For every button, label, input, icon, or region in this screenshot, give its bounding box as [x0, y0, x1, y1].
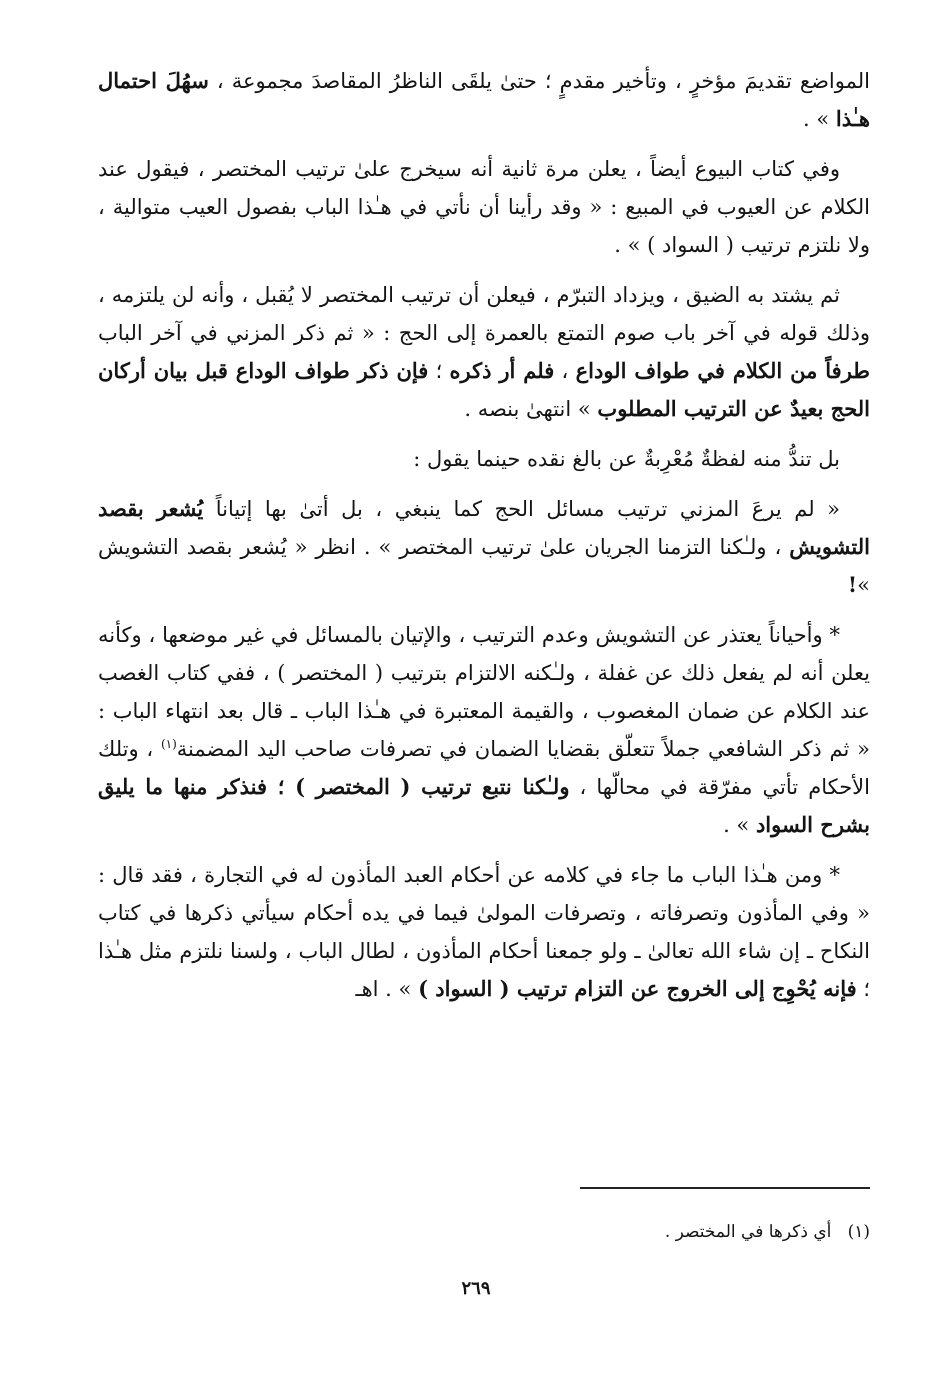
footnote-text: أي ذكرها في المختصر . — [664, 1222, 832, 1242]
p7-bold: فإنه يُحْوِج إلى الخروج عن التزام ترتيب ( السواد ) — [418, 976, 857, 1001]
p2-text: وفي كتاب البيوع أيضاً ، يعلن مرة ثانية أنه سيخرج علىٰ ترتيب المختصر ، فيقول عند الكلام عن العيوب في المبيع : « وقد رأينا أن نأتي في هـٰذا الباب بفصول العيب متوالية ، ولا نلتزم ترتيب ( السواد ) » . — [98, 157, 870, 257]
paragraph-1 — [98, 62, 870, 138]
p5-text: « لم يرعَ المزني ترتيب مسائل الحج كما ينبغي ، بل أتىٰ بها إتياناً — [203, 497, 840, 521]
p1-end: » . — [803, 107, 836, 131]
page-number: ٢٦٩ — [461, 1278, 491, 1299]
p7-text: * ومن هـٰذا الباب ما جاء في كلامه عن أحكام العبد المأذون له في التجارة ، فقد قال : « وفي المأذون وتصرفاته ، وتصرفات المولىٰ فيما في يده أحكام سيأتي ذكرها في كتاب النكاح ـ إن شاء الله تعالىٰ ـ ولو جمعنا أحكام المأذون ، لطال الباب ، ولسنا نلتزم مثل هـٰذا ؛ — [98, 863, 870, 1001]
footnote-number: (١) — [847, 1222, 870, 1242]
p5-exclaim: ! — [847, 572, 858, 597]
paragraph-5-quote — [98, 490, 870, 604]
footnote-divider — [580, 1187, 870, 1189]
p3-bold-2: فلم أر ذكره — [449, 358, 555, 383]
p1-bold: سهُلَ احتمال هـٰذا — [98, 68, 870, 131]
p7-end: » . اهـ — [355, 977, 419, 1001]
p3-sep-1: ، — [554, 359, 576, 383]
page-body — [98, 62, 870, 1020]
paragraph-3 — [98, 276, 870, 428]
p3-bold-3: فإن ذكر طواف الوداع قبل بيان أركان الحج بعيدٌ عن الترتيب المطلوب — [98, 358, 870, 421]
p3-text: ثم يشتد به الضيق ، ويزداد التبرّم ، فيعلن أن ترتيب المختصر لا يُقبل ، وأنه لن يلتزمه ، وذلك قوله في آخر باب صوم التمتع بالعمرة إلى الحج : « ثم ذكر المزني في آخر الباب — [98, 283, 870, 345]
p4-text: بل تندُّ منه لفظةٌ مُعْرِبةٌ عن بالغ نقده حينما يقول : — [413, 447, 840, 471]
paragraph-2 — [98, 150, 870, 264]
p6-mid: ، وتلك الأحكام تأتي مفرّقة في محالّها ، — [98, 737, 870, 799]
footnote-ref: (١) — [160, 737, 177, 751]
p1-text: المواضع تقديمَ مؤخرٍ ، وتأخير مقدمٍ ؛ حتىٰ يلقَى الناظرُ المقاصدَ مجموعة ، — [208, 69, 870, 93]
p5-rest: ، ولـٰكنا التزمنا الجريان علىٰ ترتيب المختصر » . انظر « يُشعر بقصد التشويش » — [98, 535, 870, 597]
p3-end: » انتهىٰ بنصه . — [464, 397, 598, 421]
p6-text: * وأحياناً يعتذر عن التشويش وعدم الترتيب ، والإتيان بالمسائل في غير موضعها ، وكأنه يعلن أنه لم يفعل ذلك عن غفلة ، ولـٰكنه الالتزام بترتيب ( المختصر ) ، ففي كتاب الغصب عند الكلام عن ضمان المغصوب ، والقيمة المعتبرة في هـٰذا الباب ـ قال بعد انتهاء الباب : « ثم ذكر الشافعي جملاً تتعلّق بقضايا الضمان في تصرفات صاحب اليد المضمنة — [98, 623, 871, 761]
paragraph-4 — [98, 440, 870, 478]
p5-bold: يُشعر بقصد التشويش — [98, 496, 870, 559]
p3-bold-1: طرفاً من الكلام في طواف الوداع — [575, 358, 871, 383]
paragraph-6 — [98, 616, 870, 844]
footnote — [98, 1218, 870, 1246]
p6-end: » . — [723, 813, 756, 837]
p3-sep-2: ؛ — [428, 359, 450, 383]
p6-bold: ولـٰكنا نتبع ترتيب ( المختصر ) ؛ فنذكر منها ما يليق بشرح السواد — [98, 774, 870, 837]
paragraph-7 — [98, 856, 870, 1008]
